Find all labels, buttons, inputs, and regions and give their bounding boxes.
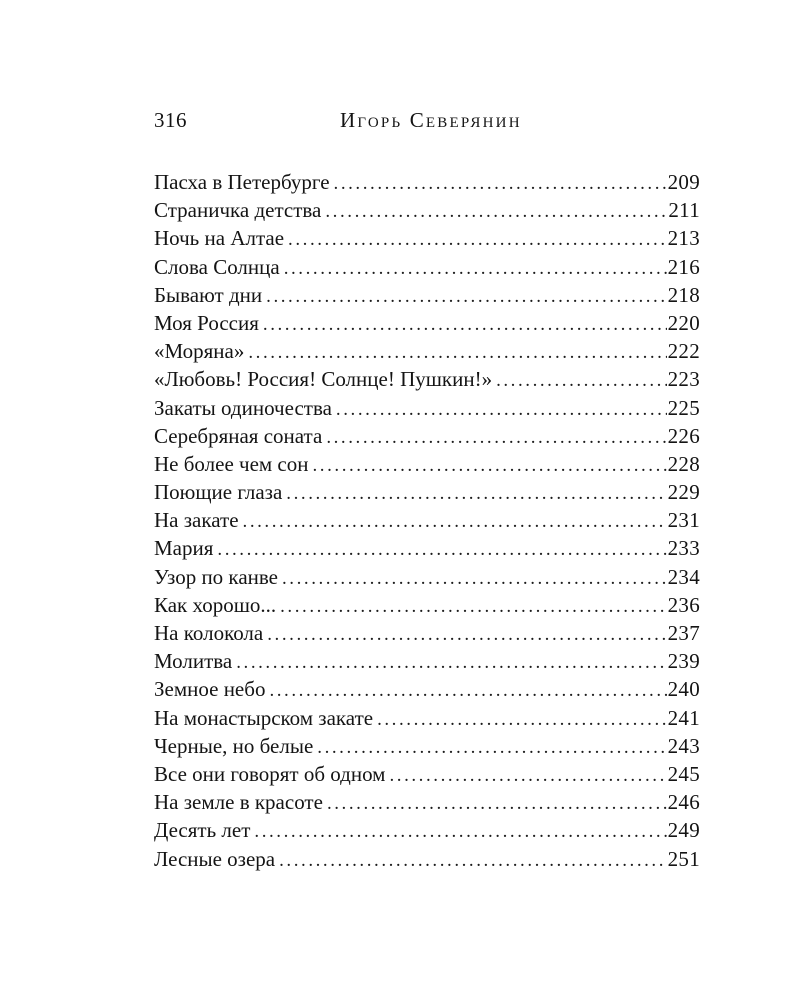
toc-dot-leader [313,452,667,480]
running-head-author: Игорь Северянин [340,108,522,132]
toc-entry [154,675,700,703]
toc-entry-page: 209 [667,170,700,194]
toc-entry-page: 234 [667,564,700,589]
toc-entry [154,168,700,196]
toc-entry-title: Бывают дни [154,282,263,307]
toc-dot-leader [325,198,667,226]
toc-dot-leader [236,649,666,677]
toc-dot-leader [267,621,666,649]
toc-entry [154,365,700,393]
toc-entry-page: 211 [668,198,700,223]
toc-dot-leader [282,565,667,593]
toc-entry [154,478,700,506]
toc-entry-page: 226 [667,423,700,448]
toc-entry [154,816,700,844]
toc-entry [154,253,700,281]
toc-entry-page: 223 [667,367,700,392]
toc-dot-leader [326,424,666,452]
page-number: 316 [154,108,187,132]
toc-dot-leader [243,508,667,536]
toc-entry-page: 251 [667,846,700,871]
toc-entry-page: 233 [667,536,700,561]
toc-entry [154,760,700,788]
toc-entry-title: Узор по канве [154,564,278,589]
toc-entry [154,732,700,760]
toc-dot-leader [284,255,667,283]
toc-entry-page: 225 [667,395,700,420]
toc-dot-leader [280,593,666,621]
toc-entry [154,224,700,252]
toc-entry [154,422,700,450]
toc-entry-title: Лесные озера [154,846,276,871]
toc-entry-page: 249 [667,818,700,843]
toc-entry-title: На земле в красоте [154,790,323,815]
toc-entry-title: Все они говорят об одном [154,761,386,786]
toc-dot-leader [286,480,666,508]
toc-entry [154,534,700,562]
toc-entry-title: Пасха в Петербурге [154,170,330,194]
toc-entry-page: 246 [667,790,700,815]
toc-dot-leader [263,311,667,339]
toc-dot-leader [389,762,666,790]
toc-entry-title: Черные, но белые [154,733,314,758]
toc-entry [154,647,700,675]
toc-entry-title: Слова Солнца [154,254,280,279]
toc-entry [154,394,700,422]
toc-entry [154,788,700,816]
toc-dot-leader [269,677,666,705]
toc-entry-page: 240 [667,677,700,702]
toc-dot-leader [254,818,666,846]
toc-dot-leader [266,283,666,311]
toc-entry-title: Молитва [154,649,233,674]
toc-dot-leader [336,396,667,424]
toc-entry-title: На монастырском закате [154,705,374,730]
toc-dot-leader [288,226,667,254]
toc-entry-title: Страничка детства [154,198,322,223]
toc-entry-title: Ночь на Алтае [154,226,285,251]
toc-dot-leader [217,536,666,564]
toc-entry-title: Поющие глаза [154,480,283,505]
toc-entry-title: Не более чем сон [154,451,309,476]
toc-entry-page: 216 [667,254,700,279]
toc-dot-leader [327,790,667,818]
toc-entry-page: 245 [667,761,700,786]
toc-entry-page: 220 [667,310,700,335]
toc-entry [154,619,700,647]
toc-entry-title: «Моряна» [154,339,245,364]
toc-entry-page: 236 [667,592,700,617]
toc-entry [154,845,700,873]
toc-entry-page: 213 [667,226,700,251]
toc-entry-title: На закате [154,508,239,533]
toc-entry [154,563,700,591]
toc-entry-page: 241 [667,705,700,730]
toc-entry-title: Как хорошо... [154,592,277,617]
toc-entry [154,591,700,619]
toc-entry-page: 229 [667,480,700,505]
toc-entry-title: На колокола [154,621,264,645]
toc-dot-leader [496,367,667,395]
toc-dot-leader [334,170,667,198]
toc-dot-leader [279,847,666,875]
toc-entry-title: Серебряная соната [154,423,323,448]
running-head [154,108,700,138]
toc-entry-page: 222 [667,339,700,364]
toc-entry [154,506,700,534]
toc-entry-title: Моя Россия [154,310,259,335]
table-of-contents [154,168,700,873]
toc-entry-page: 218 [667,282,700,307]
toc-entry-title: Мария [154,536,214,561]
toc-entry [154,196,700,224]
toc-dot-leader [248,339,666,367]
toc-entry-page: 237 [667,621,700,645]
toc-entry-title: Земное небо [154,677,266,702]
toc-entry-title: Десять лет [154,818,251,843]
toc-entry-page: 243 [667,733,700,758]
toc-dot-leader [317,734,666,762]
toc-entry-title: «Любовь! Россия! Солнце! Пушкин!» [154,367,493,392]
toc-entry-page: 239 [667,649,700,674]
toc-entry [154,337,700,365]
toc-entry [154,450,700,478]
toc-entry [154,309,700,337]
toc-entry [154,281,700,309]
toc-entry [154,704,700,732]
toc-entry-title: Закаты одиночества [154,395,332,420]
toc-dot-leader [377,706,667,734]
toc-entry-page: 231 [667,508,700,533]
toc-entry-page: 228 [667,451,700,476]
